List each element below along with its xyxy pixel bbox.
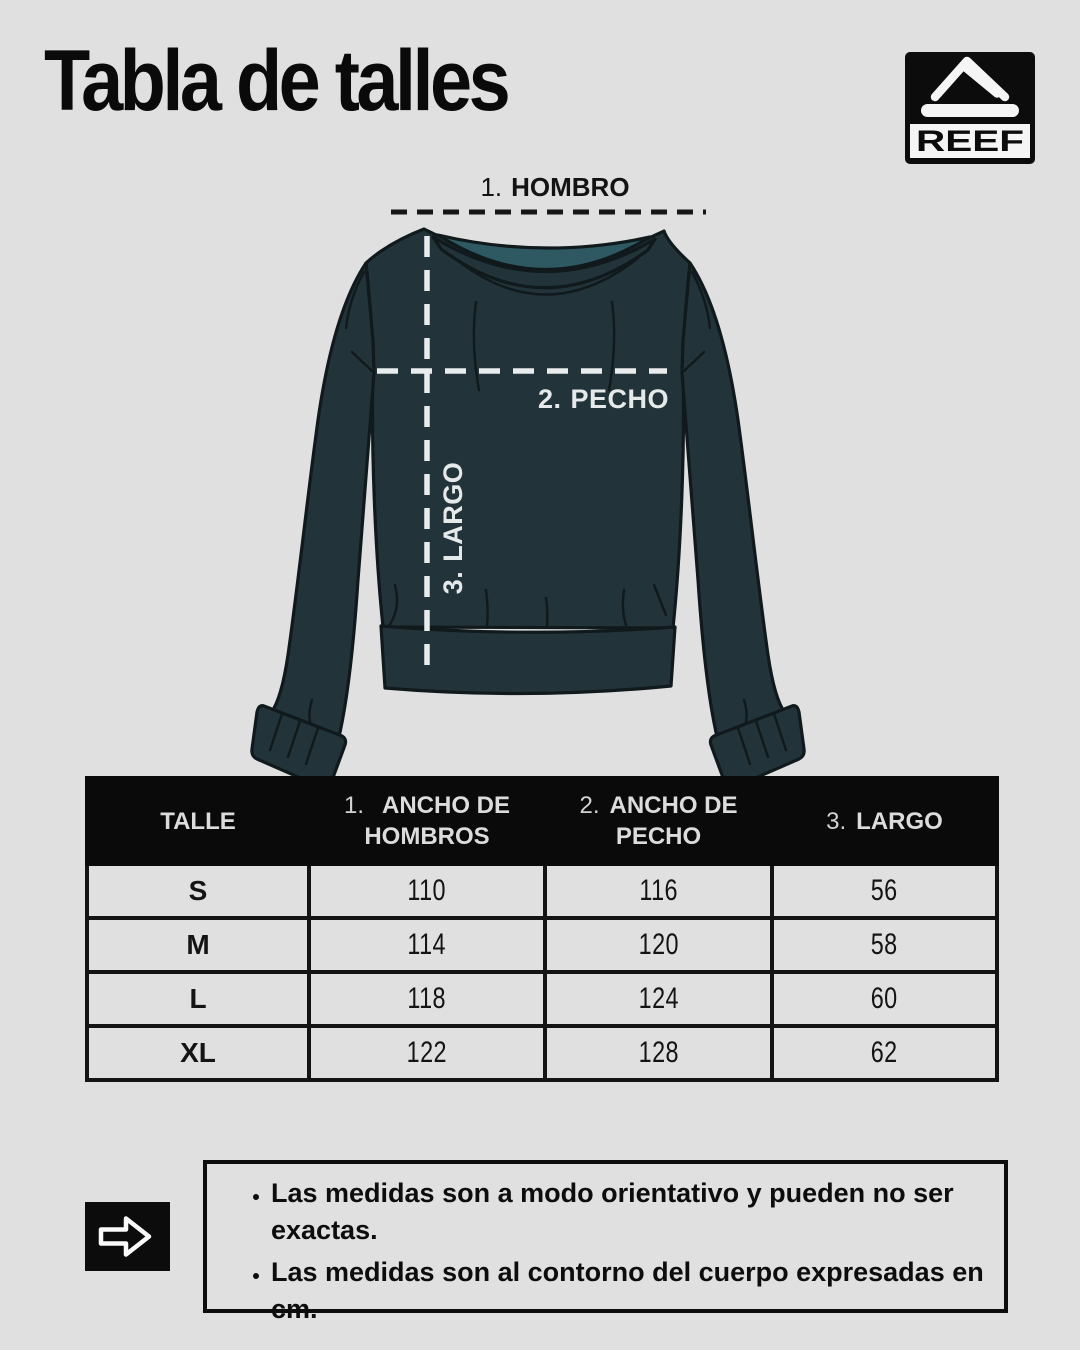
note-item: • Las medidas son al contorno del cuerpo expresadas en cm. — [271, 1254, 986, 1328]
size-table — [85, 776, 999, 1082]
length-measure-label — [438, 453, 466, 603]
table-row-s — [87, 864, 997, 918]
table-row-xl — [87, 1026, 997, 1080]
arrow-right-icon — [85, 1202, 170, 1271]
length-value-cell: 58 — [772, 918, 997, 972]
chest-value-cell: 120 — [545, 918, 772, 972]
shoulder-value-cell: 122 — [309, 1026, 545, 1080]
size-table-header — [87, 778, 997, 864]
chest-measure-label — [538, 384, 718, 415]
chest-label-number: 2. — [538, 384, 562, 414]
length-value-cell: 62 — [772, 1026, 997, 1080]
length-label-text: LARGO — [438, 461, 468, 562]
logo-board-bar — [921, 104, 1019, 117]
sweatshirt-left-sleeve — [271, 263, 374, 741]
col-header-largo: 3. LARGO — [772, 778, 997, 864]
sweatshirt-right-sleeve — [682, 263, 785, 741]
size-cell: XL — [87, 1026, 309, 1080]
col-header-ancho-hombros: 1. ANCHO DE HOMBROS — [309, 778, 545, 864]
shoulder-value-cell: 110 — [309, 864, 545, 918]
size-cell: L — [87, 972, 309, 1026]
table-row-m — [87, 918, 997, 972]
sweatshirt-illustration — [240, 200, 860, 800]
length-value-cell: 60 — [772, 972, 997, 1026]
chest-value-cell: 124 — [545, 972, 772, 1026]
size-cell: S — [87, 864, 309, 918]
note-item: • Las medidas son a modo orientativo y pueden no ser exactas. — [271, 1175, 986, 1249]
length-value-cell: 56 — [772, 864, 997, 918]
chest-label-text: PECHO — [570, 384, 670, 414]
length-label-number: 3. — [438, 570, 468, 595]
page-title: Tabla de talles — [44, 33, 508, 129]
table-row-l — [87, 972, 997, 1026]
size-cell: M — [87, 918, 309, 972]
col-header-talle: TALLE — [87, 778, 309, 864]
next-arrow-badge — [85, 1202, 170, 1271]
shoulder-label-number: 1. — [480, 172, 503, 202]
logo-wordmark: REEF — [916, 125, 1024, 158]
shoulder-label-text: HOMBRO — [511, 172, 630, 202]
shoulder-measure-label — [425, 172, 685, 203]
chest-value-cell: 128 — [545, 1026, 772, 1080]
reef-logo-icon — [905, 52, 1035, 164]
notes-box — [203, 1160, 1008, 1324]
chest-value-cell: 116 — [545, 864, 772, 918]
col-header-ancho-pecho: 2. ANCHO DE PECHO — [545, 778, 772, 864]
sweatshirt-body — [366, 229, 690, 628]
shoulder-value-cell: 114 — [309, 918, 545, 972]
shoulder-value-cell: 118 — [309, 972, 545, 1026]
